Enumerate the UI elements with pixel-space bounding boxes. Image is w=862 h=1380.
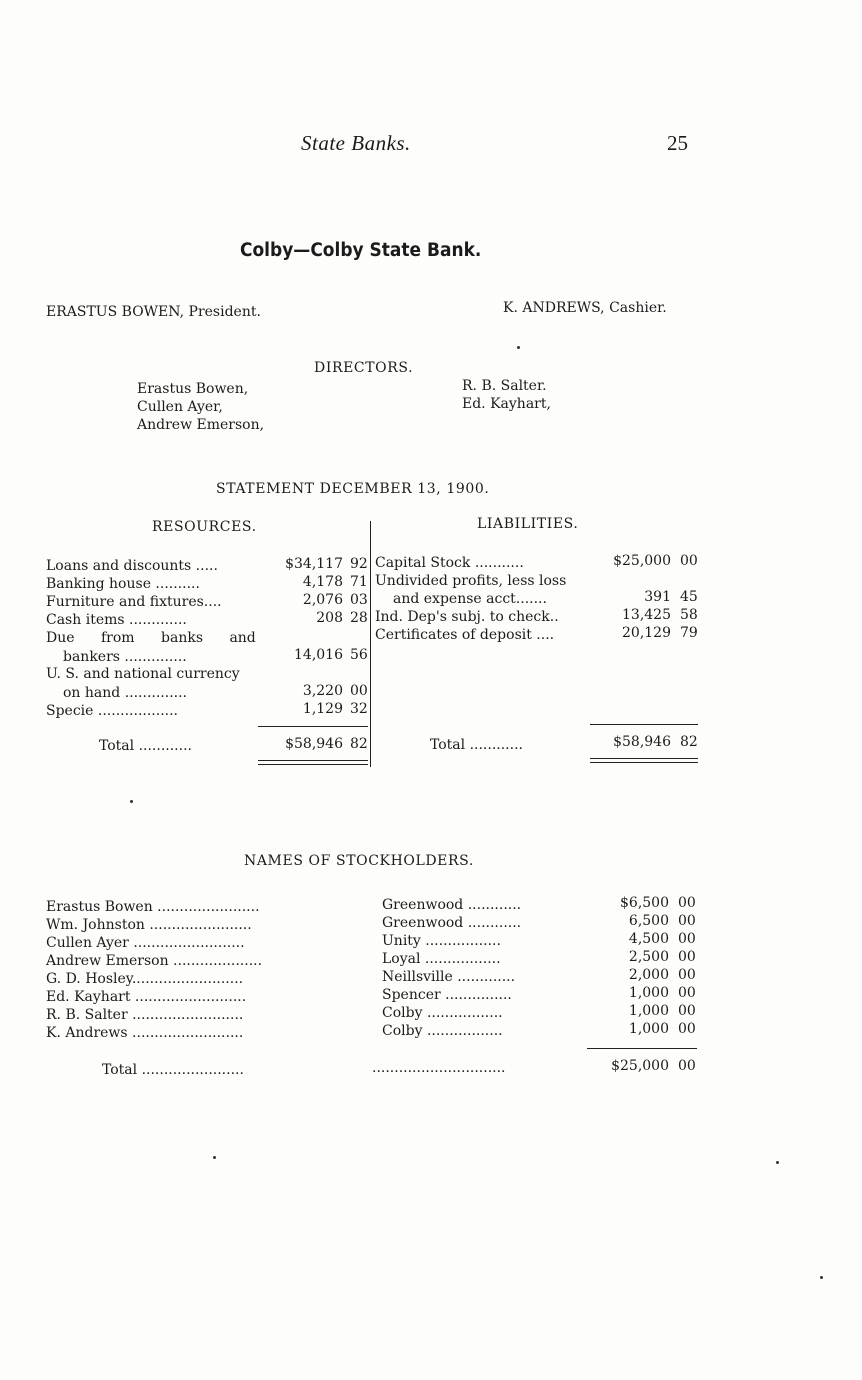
running-title: State Banks. xyxy=(301,131,411,155)
print-speck xyxy=(776,1161,779,1164)
resource-cents: 92 xyxy=(350,556,368,572)
stockholder-dollars: 1,000 xyxy=(628,1021,669,1037)
stockholder-cents: 00 xyxy=(678,913,696,929)
stockholder-town: Greenwood ............ xyxy=(382,915,522,931)
liabilities-double-rule xyxy=(590,758,698,759)
liabilities-total-cents: 82 xyxy=(680,734,698,750)
stockholder-dollars: 4,500 xyxy=(628,931,669,947)
stockholder-town: Colby ................. xyxy=(382,1005,503,1021)
stockholder-cents: 00 xyxy=(678,967,696,983)
stockholder-name: Andrew Emerson .................... xyxy=(46,953,263,969)
resource-cents: 28 xyxy=(350,610,368,626)
stockholder-dollars: 6,500 xyxy=(628,913,669,929)
resource-dollars: 1,129 xyxy=(302,701,343,717)
liability-dollars: 13,425 xyxy=(622,607,671,623)
resources-total-rule xyxy=(258,726,368,727)
stockholder-name: G. D. Hosley......................... xyxy=(46,971,244,987)
liability-dollars: 20,129 xyxy=(622,625,671,641)
resource-dollars: 208 xyxy=(316,610,343,626)
statement-title: STATEMENT DECEMBER 13, 1900. xyxy=(216,481,490,497)
director-name: Erastus Bowen, xyxy=(137,381,249,397)
liability-label: and expense acct....... xyxy=(393,591,547,607)
liability-label: Certificates of deposit .... xyxy=(375,627,555,643)
resource-cents: 03 xyxy=(350,592,368,608)
stockholder-name: Ed. Kayhart ......................... xyxy=(46,989,247,1005)
resources-double-rule xyxy=(258,764,368,765)
liabilities-heading: LIABILITIES. xyxy=(477,516,579,532)
liability-cents: 58 xyxy=(680,607,698,623)
liability-dollars: 391 xyxy=(644,589,671,605)
print-speck xyxy=(130,800,133,803)
stockholder-cents: 00 xyxy=(678,1021,696,1037)
resources-total-cents: 82 xyxy=(350,736,368,752)
resource-cents: 00 xyxy=(350,683,368,699)
resource-dollars: $34,117 xyxy=(285,556,343,572)
stockholder-name: K. Andrews ......................... xyxy=(46,1025,244,1041)
liability-label: Undivided profits, less loss xyxy=(375,573,567,589)
stockholder-name: Erastus Bowen ....................... xyxy=(46,899,260,915)
print-speck xyxy=(820,1276,823,1279)
stockholder-town: Neillsville ............. xyxy=(382,969,516,985)
director-name: Andrew Emerson, xyxy=(137,417,265,433)
resources-total-dollars: $58,946 xyxy=(285,736,343,752)
resource-label: Cash items ............. xyxy=(46,612,187,628)
resource-label: bankers .............. xyxy=(63,649,187,665)
stockholders-total-label: Total ....................... xyxy=(102,1062,244,1078)
liability-dollars: $25,000 xyxy=(613,553,671,569)
liability-label: Ind. Dep's subj. to check.. xyxy=(375,609,559,625)
resource-label: on hand .............. xyxy=(63,685,187,701)
resource-label: Furniture and fixtures.... xyxy=(46,594,222,610)
resource-label: Due from banks and xyxy=(46,630,256,646)
liabilities-total-rule xyxy=(590,724,698,725)
liabilities-double-rule xyxy=(590,762,698,763)
stockholder-name: Wm. Johnston ....................... xyxy=(46,917,252,933)
stockholder-dollars: 1,000 xyxy=(628,1003,669,1019)
resource-dollars: 4,178 xyxy=(302,574,343,590)
stockholder-dollars: 2,500 xyxy=(628,949,669,965)
stockholder-cents: 00 xyxy=(678,949,696,965)
bank-title: Colby—Colby State Bank. xyxy=(240,240,482,261)
resources-heading: RESOURCES. xyxy=(152,519,257,535)
stockholder-name: Cullen Ayer ......................... xyxy=(46,935,245,951)
stockholder-name: R. B. Salter ......................... xyxy=(46,1007,244,1023)
directors-right-list xyxy=(462,377,551,413)
resource-cents: 56 xyxy=(350,647,368,663)
resources-total-label: Total ............ xyxy=(99,738,192,754)
cashier-line: K. ANDREWS, Cashier. xyxy=(503,300,667,316)
stockholder-town: Greenwood ............ xyxy=(382,897,522,913)
president-line: ERASTUS BOWEN, President. xyxy=(46,304,261,320)
stockholder-town: Loyal ................. xyxy=(382,951,501,967)
liability-cents: 79 xyxy=(680,625,698,641)
stockholders-heading: NAMES OF STOCKHOLDERS. xyxy=(244,853,474,869)
liabilities-total-dollars: $58,946 xyxy=(613,734,671,750)
stockholders-total-leader: .............................. xyxy=(372,1060,506,1076)
resource-cents: 32 xyxy=(350,701,368,717)
stockholder-town: Spencer ............... xyxy=(382,987,512,1003)
stockholder-cents: 00 xyxy=(678,895,696,911)
stockholder-dollars: 1,000 xyxy=(628,985,669,1001)
directors-left-list xyxy=(137,380,264,434)
print-speck xyxy=(213,1156,216,1159)
stockholder-cents: 00 xyxy=(678,1003,696,1019)
resource-dollars: 2,076 xyxy=(302,592,343,608)
resource-dollars: 14,016 xyxy=(294,647,343,663)
resources-double-rule xyxy=(258,760,368,761)
resource-dollars: 3,220 xyxy=(302,683,343,699)
resource-label: Banking house .......... xyxy=(46,576,200,592)
director-name: Cullen Ayer, xyxy=(137,399,223,415)
print-speck xyxy=(517,346,520,349)
stockholders-total-rule xyxy=(587,1048,697,1049)
resource-label: Specie .................. xyxy=(46,703,178,719)
stockholder-cents: 00 xyxy=(678,985,696,1001)
stockholder-cents: 00 xyxy=(678,931,696,947)
director-name: R. B. Salter. xyxy=(462,378,547,394)
stockholder-town: Colby ................. xyxy=(382,1023,503,1039)
liability-cents: 45 xyxy=(680,589,698,605)
resource-cents: 71 xyxy=(350,574,368,590)
director-name: Ed. Kayhart, xyxy=(462,396,551,412)
stockholder-dollars: 2,000 xyxy=(628,967,669,983)
liability-cents: 00 xyxy=(680,553,698,569)
page-number: 25 xyxy=(667,131,688,155)
resource-label: Loans and discounts ..... xyxy=(46,558,218,574)
stockholder-dollars: $6,500 xyxy=(620,895,669,911)
stockholders-total-dollars: $25,000 xyxy=(611,1058,669,1074)
resource-label: U. S. and national currency xyxy=(46,666,240,682)
stockholders-total-cents: 00 xyxy=(678,1058,696,1074)
liability-label: Capital Stock ........... xyxy=(375,555,524,571)
directors-heading: DIRECTORS. xyxy=(314,360,414,376)
liabilities-total-label: Total ............ xyxy=(430,737,523,753)
stockholder-town: Unity ................. xyxy=(382,933,501,949)
